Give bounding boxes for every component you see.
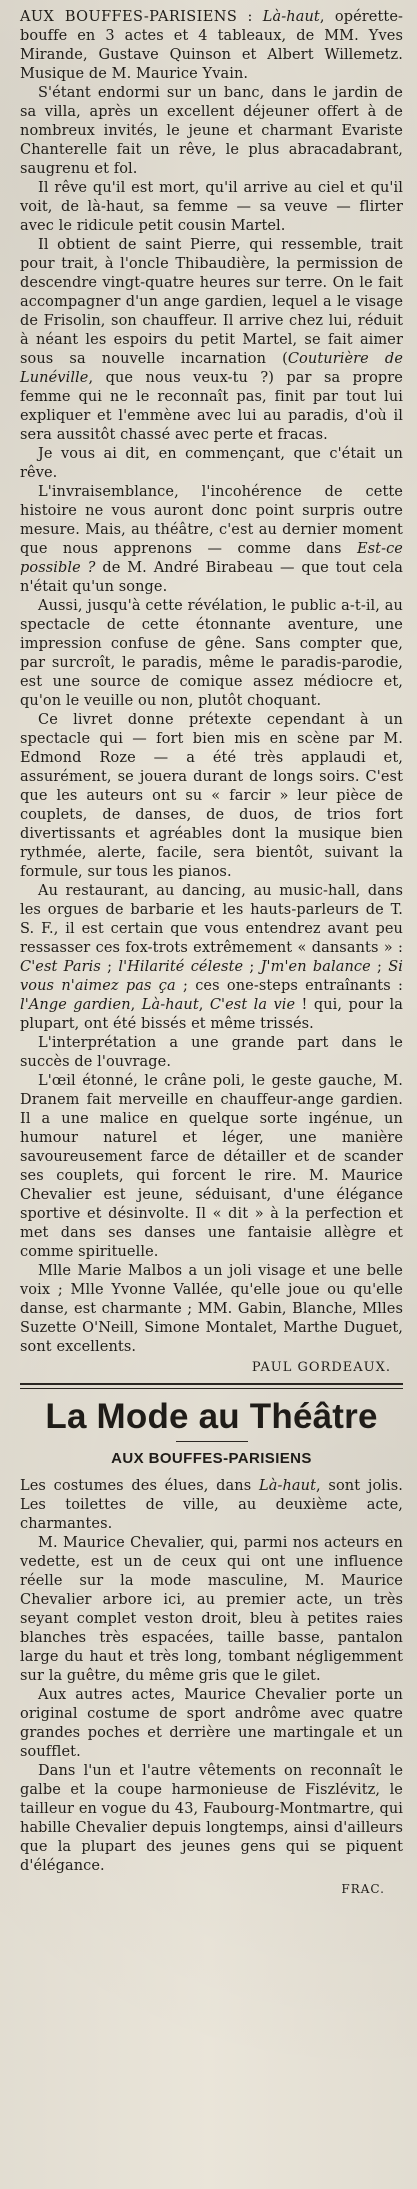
review-article <box>20 8 403 1357</box>
text-segment: ; <box>370 959 389 975</box>
text-segment: , sont jolis. Les toilettes de ville, au deuxième acte, charmantes. <box>20 1478 404 1532</box>
review-paragraph <box>20 483 403 597</box>
italic-title: Là-haut <box>141 997 199 1013</box>
text-segment: Aux autres actes, Maurice Chevalier porte un original costume de sport andrôme avec quatre grandes poches et derrière une martingale et un soufflet. <box>20 1687 403 1760</box>
text-segment: Dans l'un et l'autre vêtements on reconnaît le galbe et la coupe harmonieuse de Fiszlévitz, le tailleur en vogue du 43, Faubourg-Montmartre, qui habille Chevalier depuis longtemps, ainsi d'ailleurs que la plupart des jeunes gens qui se piquent d'élégance. <box>20 1763 403 1874</box>
mode-paragraph <box>20 1686 403 1762</box>
italic-title: l'Hilarité céleste <box>118 959 244 975</box>
italic-title: Là-haut <box>262 9 320 25</box>
title-rule <box>176 1441 248 1442</box>
text-segment: ! qui, pour la plupart, ont été bissés et même trissés. <box>20 997 403 1032</box>
text-segment: Il obtient de saint Pierre, qui ressemble, trait pour trait, à l'oncle Thibaudière, la permission de descendre vingt-quatre heures sur terre. On le fait accompagner d'un ange gardien, lequel a le visage de Frisolin, son chauffeur. Il arrive chez lui, réduit à néant les espoirs du petit Martel, se fait aimer sous sa nouvelle incarnation ( <box>20 237 403 367</box>
text-segment: M. Maurice Chevalier, qui, parmi nos acteurs en vedette, est un de ceux qui ont une influence réelle sur la mode masculine, M. Maurice Chevalier arbore ici, au premier acte, un très seyant complet veston droit, bleu à petites raies blanches très espacées, taille basse, pantalon large du haut et très long, tombant négligemment sur la guêtre, du même gris que le gilet. <box>20 1535 403 1684</box>
mode-paragraph <box>20 1534 403 1686</box>
text-segment: de M. André Birabeau — que tout cela n'était qu'un songe. <box>20 560 403 595</box>
text-segment: Il rêve qu'il est mort, qu'il arrive au ciel et qu'il voit, de là-haut, sa femme — sa veuve — flirter avec le ridicule petit cousin Martel. <box>20 180 403 234</box>
italic-title: Si vous n'aimez pas ça <box>20 959 404 994</box>
mode-signature: FRAC. <box>341 1882 385 1896</box>
text-segment: AUX BOUFFES-PARISIENS <box>20 9 238 25</box>
italic-title: C'est Paris <box>20 959 101 975</box>
section-title: La Mode au Théâtre <box>45 1397 378 1436</box>
mode-paragraph <box>20 1477 403 1534</box>
text-segment: , que nous veux-tu ?) par sa propre femme qui ne le reconnaît pas, finit par tout lui expliquer et l'emmène avec lui au paradis, d'où il sera aussitôt chassé avec perte et fracas. <box>20 370 403 443</box>
italic-title: Là-haut <box>258 1478 317 1494</box>
text-segment: Mlle Marie Malbos a un joli visage et une belle voix ; Mlle Yvonne Vallée, qu'elle joue ou qu'elle danse, est charmante ; MM. Gabin, Blanche, Mlles Suzette O'Neill, Simone Montalet, Marthe Duguet, sont excellents. <box>20 1263 403 1355</box>
section-divider <box>20 1383 403 1389</box>
italic-title: C'est la vie <box>209 997 296 1013</box>
review-paragraph <box>20 1072 403 1262</box>
review-paragraph <box>20 711 403 882</box>
text-segment: L'œil étonné, le crâne poli, le geste gauche, M. Dranem fait merveille en chauffeur-ange gardien. Il a une malice en quelque sorte ingénue, un humour naturel et léger, une manière savoureusement farce de détailler et de scander ses couplets, qui forcent le rire. M. Maurice Chevalier est jeune, séduisant, d'une élégance sportive et désinvolte. Il « dit » à la perfection et met dans ses danses une fantaisie allègre et comme spirituelle. <box>20 1073 403 1260</box>
text-segment: : <box>237 9 263 25</box>
text-segment: ; <box>100 959 119 975</box>
text-segment: Les costumes des élues, dans <box>20 1478 259 1494</box>
text-segment: , opérette-bouffe en 3 actes et 4 tableaux, de MM. Yves Mirande, Gustave Quinson et Albert Willemetz. Musique de M. Maurice Yvain. <box>20 9 403 82</box>
italic-title: Est-ce possible ? <box>20 541 403 576</box>
text-segment: Ce livret donne prétexte cependant à un spectacle qui — fort bien mis en scène par M. Edmond Roze — a été très applaudi et, assurément, se jouera durant de longs soirs. C'est que les auteurs ont su « farcir » leur pièce de couplets, de danses, de duos, de trios fort divertissants et agréables dont la musique bien rythmée, alerte, facile, sera bientôt, suivant la formule, sur tous les pianos. <box>20 712 403 880</box>
italic-title: J'm'en balance <box>260 959 371 975</box>
text-segment: L'interprétation a une grande part dans le succès de l'ouvrage. <box>20 1035 403 1070</box>
text-segment: , <box>130 997 142 1013</box>
text-segment: L'invraisemblance, l'incohérence de cette histoire ne vous auront donc point surpris outre mesure. Mais, au théâtre, c'est au dernier moment que nous apprenons — comme dans <box>20 484 403 557</box>
review-paragraph <box>20 179 403 236</box>
review-paragraph <box>20 84 403 179</box>
review-signature: PAUL GORDEAUX. <box>251 1360 391 1375</box>
mode-paragraph <box>20 1762 403 1876</box>
mode-article <box>20 1477 403 1876</box>
review-paragraph <box>20 8 403 84</box>
review-paragraph <box>20 445 403 483</box>
review-paragraph <box>20 1034 403 1072</box>
italic-title: Couturière de Lunéville <box>20 351 403 386</box>
review-paragraph <box>20 236 403 445</box>
review-paragraph <box>20 597 403 711</box>
text-segment: Aussi, jusqu'à cette révélation, le public a-t-il, au spectacle de cette étonnante aventure, une impression confuse de gêne. Sans compter que, par surcroît, le paradis, même le paradis-parodie, est une source de comique assez médiocre et, qu'on le veuille ou non, plutôt choquant. <box>20 598 403 709</box>
text-segment: Au restaurant, au dancing, au music-hall, dans les orgues de barbarie et les hauts-parleurs de T. S. F., il est certain que vous entendrez avant peu ressasser ces fox-trots extrêmement « dansants » : <box>20 883 403 956</box>
text-segment: ; <box>243 959 261 975</box>
italic-title: l'Ange gardien <box>20 997 131 1013</box>
text-segment: Je vous ai dit, en commençant, que c'était un rêve. <box>20 446 403 481</box>
text-segment: S'étant endormi sur un banc, dans le jardin de sa villa, après un excellent déjeuner offert à de nombreux invités, le jeune et charmant Evariste Chanterelle fait un rêve, le plus abracadabrant, saugrenu et fol. <box>20 85 403 177</box>
review-paragraph <box>20 882 403 1034</box>
text-segment: ; ces one-steps entraînants : <box>175 978 404 994</box>
section-subheading: AUX BOUFFES-PARISIENS <box>111 1450 312 1467</box>
review-paragraph <box>20 1262 403 1357</box>
text-segment: , <box>198 997 210 1013</box>
